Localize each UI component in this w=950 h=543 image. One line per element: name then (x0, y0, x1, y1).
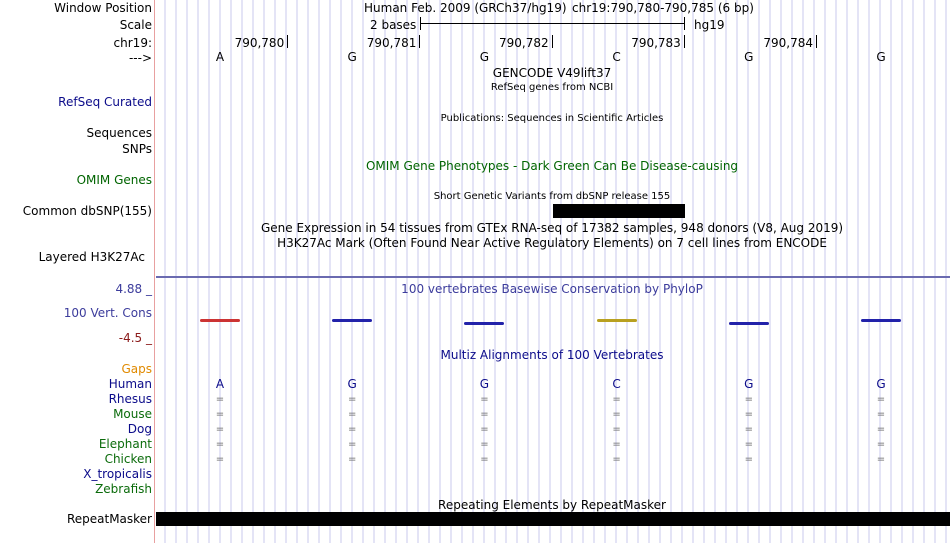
position-text[interactable]: chr19:790,780-790,785 (6 bp) (572, 1, 754, 15)
alignment-match: = (215, 424, 225, 435)
conservation-max-label: 4.88 _ (115, 282, 152, 296)
human-base: G (876, 377, 886, 391)
alignment-match: = (612, 424, 621, 435)
alignment-match: = (480, 424, 489, 435)
alignment-match: = (215, 394, 225, 405)
alignment-match: = (744, 439, 753, 450)
omim-track-title[interactable]: OMIM Gene Phenotypes - Dark Green Can Be Disease-causing (365, 159, 739, 173)
alignment-match: = (876, 394, 886, 405)
alignment-match: = (876, 424, 886, 435)
species-label[interactable]: Rhesus (108, 392, 152, 406)
alignment-match: = (744, 394, 753, 405)
alignment-match: = (215, 439, 225, 450)
base-letter: G (876, 50, 886, 64)
human-base: G (744, 377, 754, 391)
base-letter: G (744, 50, 754, 64)
human-base: A (215, 377, 225, 391)
h3k27ac-track-title[interactable]: H3K27Ac Mark (Often Found Near Active Regulatory Elements) on 7 cell lines from ENCODE (277, 236, 827, 250)
alignment-match: = (215, 409, 225, 420)
coordinate-label: 790,783 (631, 36, 681, 50)
refseq-track-subtitle[interactable]: RefSeq genes from NCBI (490, 82, 614, 93)
alignment-match: = (480, 439, 489, 450)
base-letter: G (479, 50, 490, 64)
alignment-match: = (744, 424, 753, 435)
dbsnp-variant-block[interactable] (553, 204, 685, 218)
conservation-mark (200, 319, 240, 322)
alignment-match: = (744, 409, 753, 420)
alignment-match: = (480, 409, 489, 420)
conservation-mark (464, 322, 504, 325)
alignment-match: = (744, 454, 753, 465)
base-letter: A (215, 50, 225, 64)
scale-bar-right-tick (684, 17, 685, 30)
sequences-track-label[interactable]: Sequences (86, 126, 152, 140)
alignment-match: = (612, 439, 621, 450)
species-label[interactable]: Gaps (121, 362, 152, 376)
alignment-match: = (347, 454, 357, 465)
alignment-match: = (347, 394, 357, 405)
species-label[interactable]: X_tropicalis (83, 467, 152, 481)
dbsnp-track-label[interactable]: Common dbSNP(155) (22, 204, 152, 218)
conservation-track-title[interactable]: 100 vertebrates Basewise Conservation by PhyloP (401, 282, 703, 296)
h3k27ac-track-label[interactable]: Layered H3K27Ac (38, 250, 145, 264)
chrom-label: chr19: (113, 36, 152, 50)
coordinate-label: 790,781 (366, 36, 417, 50)
conservation-mark (729, 322, 769, 325)
base-letter: G (347, 50, 357, 64)
dbsnp-track-title[interactable]: Short Genetic Variants from dbSNP release 155 (433, 191, 671, 202)
conservation-mark (861, 319, 901, 322)
track-separator (156, 276, 950, 278)
repeatmasker-track-title[interactable]: Repeating Elements by RepeatMasker (438, 498, 666, 512)
base-letter: C (612, 50, 621, 64)
alignment-match: = (612, 394, 621, 405)
coordinate-tick (684, 35, 685, 48)
species-label[interactable]: Mouse (113, 407, 152, 421)
alignment-match: = (612, 409, 621, 420)
human-base: C (612, 377, 621, 391)
alignment-match: = (347, 409, 357, 420)
species-label[interactable]: Elephant (98, 437, 152, 451)
alignment-match: = (876, 409, 886, 420)
alignment-match: = (347, 439, 357, 450)
human-base: G (479, 377, 490, 391)
conservation-track-label[interactable]: 100 Vert. Cons (63, 306, 152, 320)
scale-label: Scale (119, 18, 152, 32)
species-label[interactable]: Human (108, 377, 152, 391)
coordinate-tick (816, 35, 817, 48)
conservation-mark (597, 319, 637, 322)
snps-track-label[interactable]: SNPs (122, 142, 152, 156)
gtex-track-title[interactable]: Gene Expression in 54 tissues from GTEx RNA-seq of 17382 samples, 948 donors (V8, Aug 2019) (260, 221, 844, 235)
repeatmasker-block[interactable] (156, 512, 950, 526)
omim-track-label[interactable]: OMIM Genes (76, 173, 152, 187)
window-position-label: Window Position (54, 1, 152, 15)
alignment-match: = (612, 454, 621, 465)
coordinate-label: 790,780 (234, 36, 285, 50)
alignment-match: = (347, 424, 357, 435)
species-label[interactable]: Chicken (104, 452, 152, 466)
alignment-match: = (215, 454, 225, 465)
refseq-track-label[interactable]: RefSeq Curated (58, 95, 152, 109)
alignment-match: = (876, 439, 886, 450)
gencode-track-title[interactable]: GENCODE V49lift37 (492, 66, 612, 80)
alignment-match: = (876, 454, 886, 465)
scale-bases-text: 2 bases (370, 18, 417, 32)
coordinate-label: 790,784 (763, 36, 813, 50)
species-label[interactable]: Dog (127, 422, 152, 436)
conservation-min-label: -4.5 _ (118, 331, 152, 345)
coordinate-tick (552, 35, 553, 48)
strand-label: ---> (128, 51, 152, 65)
conservation-mark (332, 319, 372, 322)
scale-bar (420, 23, 684, 24)
alignment-match: = (480, 394, 489, 405)
multiz-track-title[interactable]: Multiz Alignments of 100 Vertebrates (440, 348, 664, 362)
scale-db-text: hg19 (694, 18, 725, 32)
human-base: G (347, 377, 357, 391)
species-label[interactable]: Zebrafish (95, 482, 152, 496)
coordinate-label: 790,782 (498, 36, 549, 50)
assembly-label: Human Feb. 2009 (GRCh37/hg19) (364, 1, 567, 15)
coordinate-tick (419, 35, 420, 48)
alignment-match: = (480, 454, 489, 465)
label-divider (154, 0, 155, 543)
repeatmasker-track-label[interactable]: RepeatMasker (66, 512, 152, 526)
coordinate-tick (287, 35, 288, 48)
publications-track-title[interactable]: Publications: Sequences in Scientific Articles (440, 113, 664, 124)
